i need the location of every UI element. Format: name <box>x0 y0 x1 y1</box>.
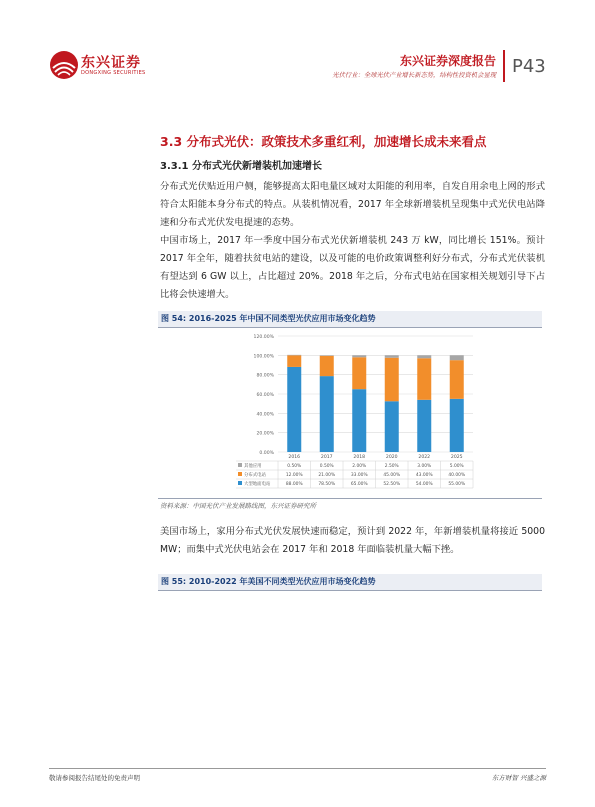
logo-english-name: DONGXING SECURITIES <box>81 70 146 76</box>
bar-segment <box>287 367 301 452</box>
x-tick-label: 2022 <box>418 455 431 460</box>
company-logo <box>49 50 159 82</box>
legend-label: 大型地面电站 <box>244 482 271 487</box>
footer-disclaimer: 敬请参阅报告结尾处的免责声明 <box>49 774 140 782</box>
data-label: 33.00% <box>350 473 368 478</box>
bar-segment <box>450 355 464 360</box>
footer-slogan: 东方财智 兴盛之源 <box>491 774 546 782</box>
report-subtitle: 光伏行业：全球光伏产业增长新态势，结构性投资机会显现 <box>332 72 496 79</box>
bar-segment <box>287 355 301 367</box>
data-label: 55.00% <box>448 482 466 487</box>
bar-segment <box>352 389 366 452</box>
page-number: P43 <box>512 56 546 77</box>
footer-rule <box>49 768 546 769</box>
legend-label: 分布式电站 <box>244 473 266 478</box>
x-tick-label: 2018 <box>353 455 366 460</box>
bar-segment <box>417 400 431 452</box>
x-tick-label: 2017 <box>320 455 333 460</box>
bar-segment <box>450 360 464 399</box>
data-label: 12.00% <box>285 473 303 478</box>
data-label: 78.50% <box>318 482 336 487</box>
data-label: 40.00% <box>448 473 466 478</box>
figure-55-caption: 图 55: 2010-2022 年美国不同类型光伏应用市场变化趋势 <box>158 574 542 590</box>
data-label: 45.00% <box>383 473 401 478</box>
y-tick-label: 100.00% <box>253 354 274 360</box>
data-label: 0.50% <box>287 464 302 469</box>
figure-source: 资料来源：中国光伏产业发展路线图，东兴证券研究所 <box>160 502 316 510</box>
bar-segment <box>417 355 431 358</box>
x-tick-label: 2016 <box>288 455 301 460</box>
figure-55-rule <box>158 590 542 591</box>
figure-54-caption: 图 54: 2016-2025 年中国不同类型光伏应用市场变化趋势 <box>158 311 542 327</box>
data-label: 43.00% <box>415 473 433 478</box>
data-label: 2.50% <box>384 464 399 469</box>
bar-segment <box>320 376 334 452</box>
bar-segment <box>450 399 464 452</box>
y-tick-label: 0.00% <box>259 451 274 456</box>
data-label: 3.00% <box>417 464 432 469</box>
paragraph-us-market: 美国市场上，家用分布式光伏发展快速而稳定，预计到 2022 年，年新增装机量将接近 5000 MW；而集中式光伏电站会在 2017 年和 2018 年面临装机量大幅下挫。 <box>160 526 545 555</box>
paragraph-distributed-pv: 分布式光伏贴近用户侧，能够提高太阳电量区域对太阳能的利用率，自发自用余电上网的形式符合太阳能本身分布式的特点。从装机情况看，2017 年全球新增装机呈现集中式光伏电站降速和分布式光伏发电提速的态势。 <box>160 181 545 228</box>
paragraph-china-market: 中国市场上，2017 年一季度中国分布式光伏新增装机 243 万 kW，同比增长 151%。预计 2017 年全年，随着扶贫电站的建设，以及可能的电价政策调整利好分布式，分布式光伏装机有望达到 6 GW 以上，占比超过 20%。2018 年之后，分布式电站在国家相关规划引导下占比将会快速增大。 <box>160 235 545 300</box>
bar-segment <box>352 357 366 389</box>
report-title: 东兴证券深度报告 <box>399 54 496 68</box>
legend-swatch <box>238 472 242 476</box>
legend-swatch <box>238 481 242 485</box>
data-label: 52.50% <box>383 482 401 487</box>
data-label: 2.00% <box>352 464 367 469</box>
figure-top-rule <box>158 327 542 328</box>
x-tick-label: 2025 <box>450 455 463 460</box>
bar-segment <box>385 358 399 402</box>
legend-label: 其他应用 <box>244 464 262 469</box>
y-tick-label: 20.00% <box>256 431 274 437</box>
bar-segment <box>385 355 399 357</box>
subsection-heading: 3.3.1 分布式光伏新增装机加速增长 <box>160 161 322 172</box>
y-tick-label: 60.00% <box>256 393 274 398</box>
data-label: 0.50% <box>319 464 334 469</box>
china-pv-market-chart <box>228 330 478 496</box>
bar-segment <box>320 356 334 376</box>
data-label: 5.00% <box>449 464 464 469</box>
data-label: 65.00% <box>350 482 368 487</box>
y-tick-label: 80.00% <box>256 373 274 379</box>
y-tick-label: 40.00% <box>256 412 274 418</box>
data-label: 54.00% <box>415 482 433 487</box>
header-divider <box>503 50 505 82</box>
y-tick-label: 120.00% <box>253 335 274 340</box>
data-label: 21.00% <box>318 473 336 478</box>
bar-segment <box>352 355 366 357</box>
logo-chinese-name: 东兴证券 <box>81 55 141 71</box>
figure-bottom-rule <box>158 498 542 499</box>
data-label: 88.00% <box>285 482 303 487</box>
bar-segment <box>385 401 399 452</box>
logo-mark-icon <box>49 50 79 80</box>
x-tick-label: 2020 <box>385 455 398 460</box>
bar-segment <box>417 358 431 400</box>
section-heading: 3.3 分布式光伏：政策技术多重红利，加速增长成未来看点 <box>160 134 487 149</box>
legend-swatch <box>238 463 242 467</box>
